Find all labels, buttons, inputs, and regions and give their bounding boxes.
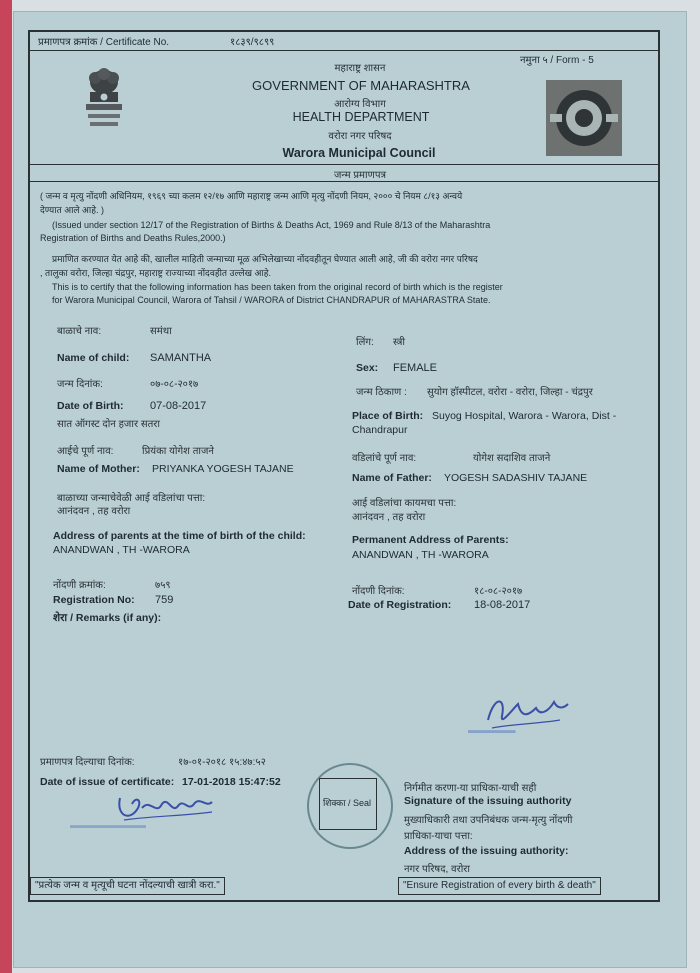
backdrop — [0, 0, 12, 973]
address-birth-marathi-value: आनंदवन , तह वरोरा — [57, 506, 131, 517]
pob-marathi-label: जन्म ठिकाण : — [356, 387, 407, 398]
address-permanent-label: Permanent Address of Parents: — [352, 534, 509, 546]
intro-english-certify-line2: for Warora Municipal Council, Warora of Tahsil / WARORA of District CHANDRAPUR of MAHARASTRA State. — [52, 295, 491, 305]
state-emblem-icon — [78, 64, 130, 134]
certificate-number-value: १८३९/९८९९ — [230, 37, 275, 48]
authority-address-value: नगर परिषद, वरोरा — [404, 864, 470, 875]
authority-address-label: Address of the issuing authority: — [404, 845, 569, 857]
dob-value: 07-08-2017 — [150, 400, 207, 412]
divider — [28, 164, 658, 165]
mother-marathi-label: आईचे पूर्ण नाव: — [57, 446, 114, 457]
father-value: YOGESH SADASHIV TAJANE — [444, 472, 588, 484]
intro-marathi-section-line1: ( जन्म व मृत्यु नोंदणी अधिनियम, १९६९ च्या कलम १२/१७ आणि महाराष्ट्र जन्म आणि मृत्यु नोंदणी नियम, २००० चे नियम ८/१३ अन्वये — [40, 191, 463, 201]
child-name-marathi-value: समंथा — [150, 326, 172, 337]
registration-date-marathi-label: नोंदणी दिनांक: — [352, 586, 405, 597]
header-council: Warora Municipal Council — [282, 146, 436, 160]
mother-marathi-value: प्रियंका योगेश ताजने — [142, 446, 214, 457]
authority-signature-marathi: निर्गमीत करणा-या प्राधिका-याची सही — [404, 783, 537, 794]
pob-value-line1: Suyog Hospital, Warora - Warora, Dist - — [432, 410, 617, 422]
dob-marathi-value: ०७-०८-२०१७ — [150, 379, 199, 390]
address-birth-value: ANANDWAN , TH -WARORA — [53, 544, 190, 556]
issue-date-marathi-value: १७-०१-२०१८ १५:४७:५२ — [178, 757, 266, 768]
footer-slogan-marathi: "प्रत्येक जन्म व मृत्यूची घटना नोंदल्याची खात्री करा." — [30, 877, 225, 895]
divider — [28, 50, 658, 51]
authority-signature-label: Signature of the issuing authority — [404, 795, 572, 807]
registration-number-label: Registration No: — [53, 594, 135, 606]
father-marathi-value: योगेश सदाशिव ताजने — [473, 453, 551, 464]
sex-marathi-value: स्त्री — [393, 337, 405, 348]
address-permanent-marathi-value: आनंदवन , तह वरोरा — [352, 512, 426, 523]
mother-label: Name of Mother: — [57, 463, 140, 475]
address-birth-marathi-label: बाळाच्या जन्माचेवेळी आई वडिलांचा पत्ता: — [57, 493, 206, 504]
intro-english-section-line1: (Issued under section 12/17 of the Registration of Births & Deaths Act, 1969 and Rule 8/13 of the Maharashtra — [52, 220, 491, 230]
remarks-label: शेरा / Remarks (if any): — [53, 612, 162, 624]
child-name-value: SAMANTHA — [150, 352, 212, 364]
pob-value-line2: Chandrapur — [352, 424, 408, 436]
intro-marathi-section-line2: देण्यात आले आहे. ) — [40, 205, 105, 215]
registration-number-value: 759 — [155, 594, 174, 606]
title-marathi: जन्म प्रमाणपत्र — [333, 170, 387, 181]
father-marathi-label: वडिलांचे पूर्ण नाव: — [352, 453, 417, 464]
health-department-logo-icon — [546, 80, 622, 156]
mother-value: PRIYANKA YOGESH TAJANE — [152, 463, 294, 475]
intro-marathi-certify-line1: प्रमाणित करण्यात येत आहे की, खालील माहिती जन्माच्या मूळ अभिलेखाच्या नोंदवहीतून घेण्यात आली आहे, जी की वरोरा नगर परिषद — [52, 254, 478, 264]
dob-words: सात ऑगस्ट दोन हजार सतरा — [57, 419, 160, 430]
pob-marathi-value: सुयोग हॉस्पीटल, वरोरा - वरोरा, जिल्हा - चंद्रपुर — [427, 387, 593, 398]
header-department: HEALTH DEPARTMENT — [292, 110, 430, 124]
sex-value: FEMALE — [393, 362, 438, 374]
sex-label: Sex: — [356, 362, 379, 374]
form-reference: नमुना ५ / Form - 5 — [520, 55, 594, 66]
issue-date-value: 17-01-2018 15:47:52 — [182, 776, 281, 788]
certificate-number-label: प्रमाणपत्र क्रमांक / Certificate No. — [38, 37, 170, 48]
issue-date-label: Date of issue of certificate: — [40, 776, 175, 788]
registration-date-label: Date of Registration: — [348, 599, 452, 611]
seal-label: शिक्का / Seal — [322, 798, 372, 808]
header-council-marathi: वरोरा नगर परिषद — [328, 131, 392, 142]
father-label: Name of Father: — [352, 472, 432, 484]
footer-slogan-english: "Ensure Registration of every birth & death" — [398, 877, 601, 895]
registration-date-marathi-value: १८-०८-२०१७ — [474, 586, 523, 597]
header-health-marathi: आरोग्य विभाग — [334, 99, 386, 110]
header-government: GOVERNMENT OF MAHARASHTRA — [252, 78, 470, 93]
issue-date-marathi-label: प्रमाणपत्र दिल्याचा दिनांक: — [40, 757, 135, 768]
address-birth-label: Address of parents at the time of birth of the child: — [53, 530, 306, 542]
dob-label: Date of Birth: — [57, 400, 124, 412]
address-permanent-value: ANANDWAN , TH -WARORA — [352, 549, 489, 561]
child-name-marathi-label: बाळाचे नाव: — [57, 326, 102, 337]
child-name-label: Name of child: — [57, 352, 130, 364]
pob-label: Place of Birth: — [352, 410, 424, 422]
authority-address-marathi-label: प्राधिका-याचा पत्ता: — [404, 831, 473, 842]
sex-marathi-label: लिंग: — [356, 337, 374, 348]
registration-number-marathi-label: नोंदणी क्रमांक: — [53, 580, 106, 591]
header-state-marathi: महाराष्ट्र शासन — [334, 63, 386, 74]
address-permanent-marathi-label: आई वडिलांचा कायमचा पत्ता: — [352, 498, 457, 509]
authority-title-marathi: मुख्याधिकारी तथा उपनिबंधक जन्म-मृत्यु नोंदणी — [404, 815, 573, 826]
intro-english-certify-line1: This is to certify that the following information has been taken from the original record of birth which is the register — [52, 282, 503, 292]
dob-marathi-label: जन्म दिनांक: — [57, 379, 103, 390]
registration-date-value: 18-08-2017 — [474, 599, 531, 611]
registration-number-marathi-value: ७५९ — [155, 580, 171, 591]
intro-english-section-line2: Registration of Births and Deaths Rules,2000.) — [40, 233, 226, 243]
divider — [28, 181, 658, 182]
intro-marathi-certify-line2: , तालुका वरोरा, जिल्हा चंद्रपुर, महाराष्ट्र राज्याच्या नोंदवहीत उल्लेख आहे. — [40, 268, 271, 278]
